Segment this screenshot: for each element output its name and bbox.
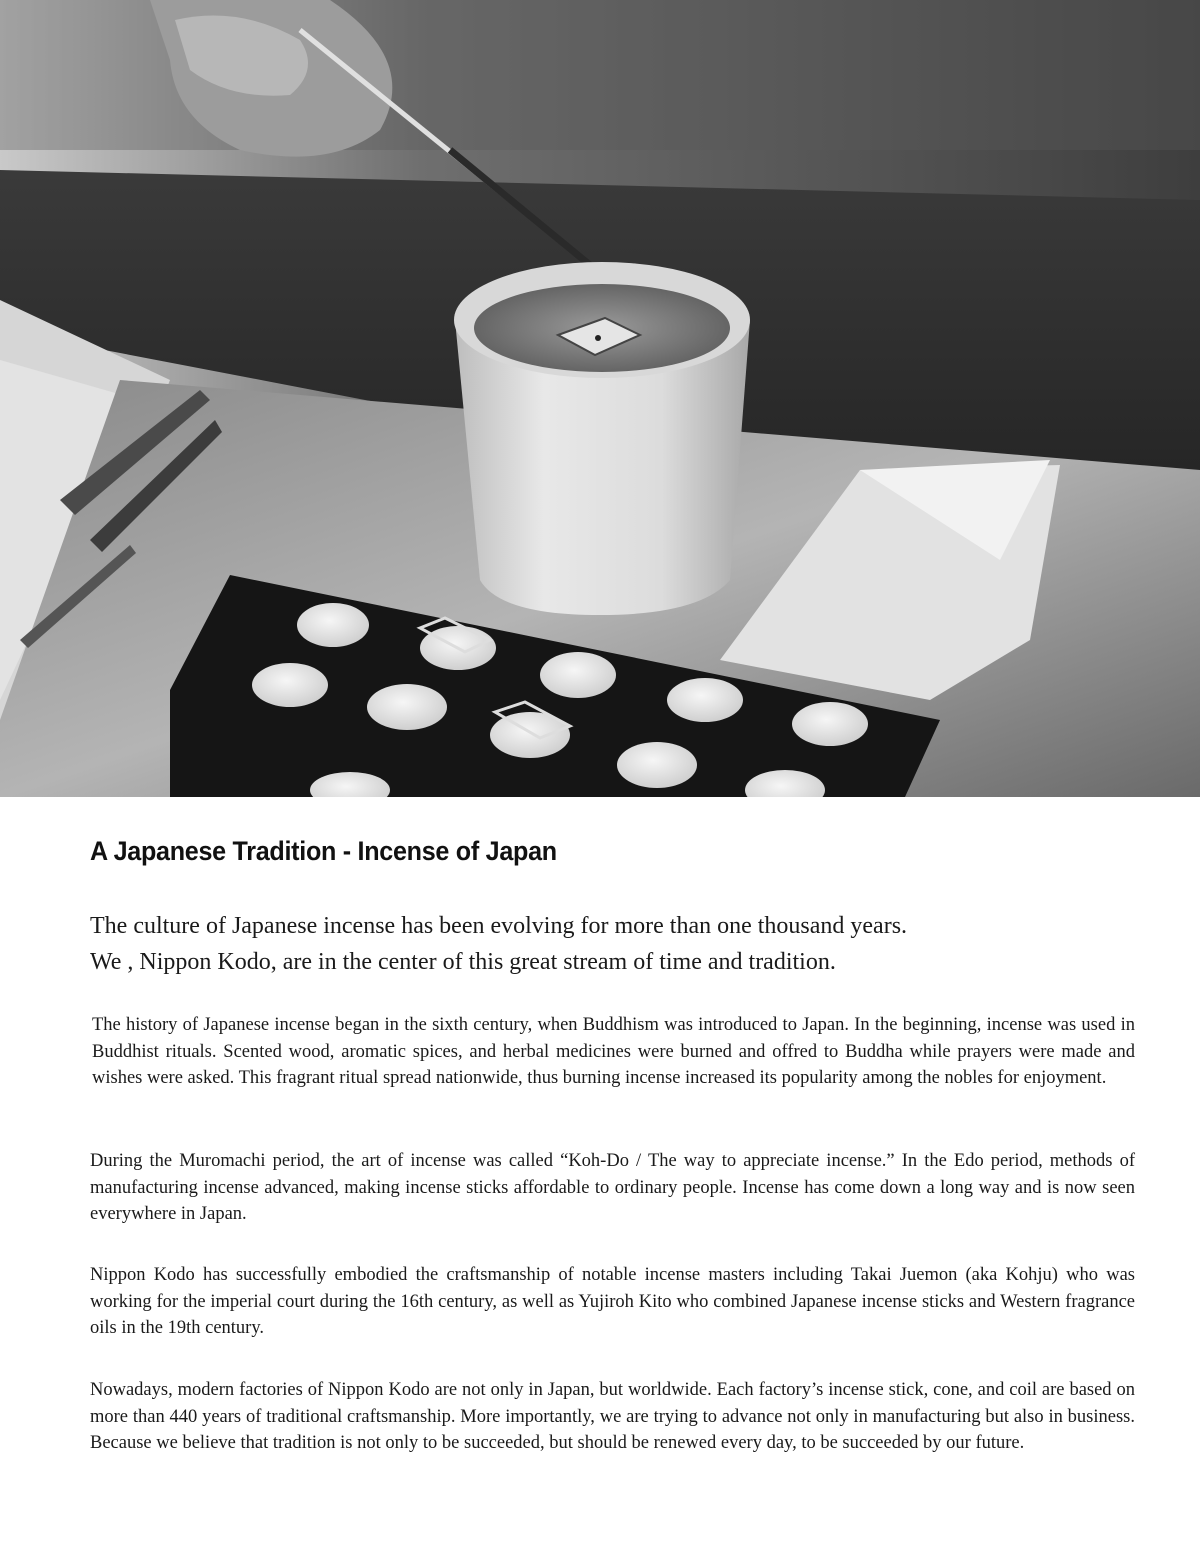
history-paragraph: The history of Japanese incense began in the sixth century, when Buddhism was introduced to Japan. In the beginning, incense was used in Buddhist rituals. Scented wood, aromatic spices, and herbal medicines were burned and offred to Buddha while prayers were made and wishes were asked. This fragrant ritual spread nationwide, thus burning incense increased its popularity among the nobles for enjoyment. <box>92 1015 1135 1088</box>
page-title: A Japanese Tradition - Incense of Japan <box>90 836 557 866</box>
modern-factories-paragraph: Nowadays, modern factories of Nippon Kodo are not only in Japan, but worldwide. Each factory’s incense stick, cone, and coil are based on more than 440 years of traditional craftsmanship. More importantly, we are trying to advance not only in manufacturing but also in business. Because we believe that tradition is not only to be succeeded, but should be renewed every day, to be succeeded by our future. <box>90 1380 1135 1453</box>
intro-statement <box>90 908 1130 980</box>
intro-line: We , Nippon Kodo, are in the center of this great stream of time and tradition. <box>90 949 836 975</box>
intro-line: The culture of Japanese incense has been evolving for more than one thousand years. <box>90 913 908 939</box>
craftsmanship-paragraph: Nippon Kodo has successfully embodied the craftsmanship of notable incense masters including Takai Juemon (aka Kohju) who was working for the imperial court during the 16th century, as well as Yujiroh Kito who combined Japanese incense sticks and Western fragrance oils in the 19th century. <box>90 1265 1135 1338</box>
muromachi-paragraph: During the Muromachi period, the art of incense was called “Koh-Do / The way to appreciate incense.” In the Edo period, methods of manufacturing incense advanced, making incense sticks affordable to ordinary people. Incense has come down a long way and is now seen everywhere in Japan. <box>90 1151 1135 1224</box>
